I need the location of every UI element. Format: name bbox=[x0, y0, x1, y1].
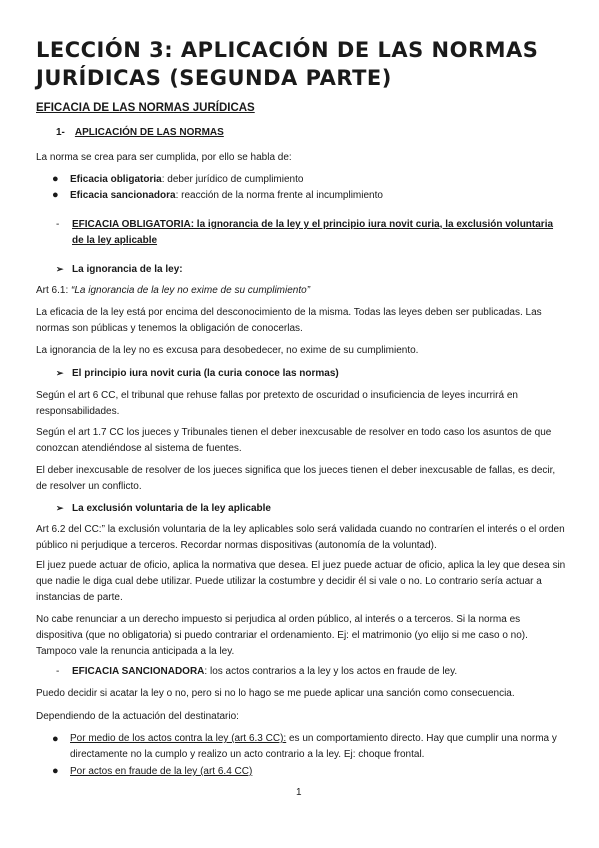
list-item bbox=[52, 731, 562, 763]
dash-marker: - bbox=[56, 666, 60, 677]
page-number: 1 bbox=[296, 787, 302, 798]
paragraph-art6: Según el art 6 CC, el tribunal que rehuse fallas por pretexto de oscuridad o insuficiencia de leyes incurrirá en responsabilidades. bbox=[36, 390, 518, 417]
subsection-heading bbox=[56, 127, 224, 138]
subsection-number: 1- bbox=[56, 127, 65, 138]
paragraph-art61 bbox=[36, 283, 566, 299]
dash-heading-text: : los actos contrarios a la ley y los actos en fraude de ley. bbox=[204, 666, 458, 677]
paragraph-art17: Según el art 1.7 CC los jueces y Tribunales tienen el deber inexcusable de resolver en todo caso los asuntos de que conozcan atendiéndose al sistema de fuentes. bbox=[36, 427, 552, 454]
article-ref: Art 6.1: bbox=[36, 285, 72, 296]
bullet-icon: ● bbox=[52, 733, 59, 745]
list-item-text: : reacción de la norma frente al incumplimiento bbox=[175, 190, 383, 201]
bullet-icon: ● bbox=[52, 765, 59, 777]
subsection-label: APLICACIÓN DE LAS NORMAS bbox=[74, 127, 224, 138]
paragraph-acatar: Puedo decidir si acatar la ley o no, pero si no lo hago se me puede aplicar una sanción como consecuencia. bbox=[36, 688, 515, 699]
paragraph-excusa: La ignorancia de la ley no es excusa para desobedecer, no exime de su cumplimiento. bbox=[36, 345, 419, 356]
arrow-icon: ➢ bbox=[56, 368, 64, 378]
list-item-text: es un comportamiento directo. Hay que cumplir una norma y directamente no la cumplo y realizo un acto contrario a la ley. Ej: choque frontal. bbox=[70, 733, 557, 760]
dash-heading-text: EFICACIA OBLIGATORIA: la ignorancia de la ley y el principio iura novit curia, la exclusión voluntaria de la ley aplicable bbox=[72, 219, 554, 246]
dash-marker: - bbox=[56, 219, 60, 230]
list-item bbox=[52, 187, 562, 204]
section-heading: EFICACIA DE LAS NORMAS JURÍDICAS bbox=[36, 102, 255, 114]
paragraph-dependiendo: Dependiendo de la actuación del destinatario: bbox=[36, 711, 239, 722]
list-item-label: Por medio de los actos contra la ley (art 6.3 CC): bbox=[70, 733, 287, 744]
paragraph-eficacia: La eficacia de la ley está por encima del desconocimiento de la misma. Todas las leyes deben ser publicadas. Las normas son públicas y tenemos la obligación de conocerlas. bbox=[36, 307, 542, 334]
list-item bbox=[52, 171, 562, 188]
bullet-icon: ● bbox=[52, 173, 59, 185]
paragraph-juez: El juez puede actuar de oficio, aplica la normativa que desea. El juez puede actuar de oficio, aplica la ley que desea sin que nadie le diga cual debe utilizar. Puede utilizar la costumbre y decidir él si vale o no. Lo contrario sería actuar a instancias de parte. bbox=[36, 560, 566, 603]
arrow-heading-iura bbox=[56, 365, 339, 382]
arrow-heading-exclusion bbox=[56, 500, 271, 517]
dash-heading-sancionadora bbox=[56, 664, 556, 680]
list-item-label: Por actos en fraude de la ley (art 6.4 CC) bbox=[70, 766, 253, 777]
arrow-heading-ignorancia bbox=[56, 261, 183, 278]
page-title: LECCIÓN 3: APLICACIÓN DE LAS NORMAS JURÍDICAS (SEGUNDA PARTE) bbox=[36, 38, 539, 90]
list-item-label: Eficacia sancionadora bbox=[70, 190, 176, 201]
list-item-text: : deber jurídico de cumplimiento bbox=[161, 174, 304, 185]
list-item bbox=[52, 763, 562, 780]
paragraph-art62: Art 6.2 del CC:” la exclusión voluntaria de la ley aplicables solo será validada cuando no contraríen el interés o el orden público ni perjudique a terceros. Recordar normas dispositivas (autonomía de la voluntad). bbox=[36, 524, 565, 551]
arrow-icon: ➢ bbox=[56, 264, 64, 274]
arrow-heading-text: La ignorancia de la ley: bbox=[72, 264, 183, 275]
dash-heading-label: EFICACIA SANCIONADORA bbox=[72, 666, 205, 677]
arrow-heading-text: El principio iura novit curia (la curia conoce las normas) bbox=[72, 368, 339, 379]
dash-heading-obligatoria bbox=[56, 217, 556, 249]
paragraph-renunciar: No cabe renunciar a un derecho impuesto si perjudica al orden público, al interés o a terceros. Si la norma es dispositiva (que no obligatoria) si puedo contrariar el ordenamiento. Ej: el matrimonio (yo elijo si me caso o no). Tampoco vale la renuncia anticipada a la ley. bbox=[36, 614, 528, 657]
paragraph-deber: El deber inexcusable de resolver de los jueces significa que los jueces tienen el deber inexcusable de fallas, es decir, de resolver un conflicto. bbox=[36, 465, 556, 492]
arrow-heading-text: La exclusión voluntaria de la ley aplicable bbox=[72, 503, 271, 514]
arrow-icon: ➢ bbox=[56, 503, 64, 513]
article-quote: “La ignorancia de la ley no exime de su cumplimiento” bbox=[71, 285, 311, 296]
paragraph-intro: La norma se crea para ser cumplida, por ello se habla de: bbox=[36, 152, 292, 163]
bullet-icon: ● bbox=[52, 189, 59, 201]
list-item-label: Eficacia obligatoria bbox=[70, 174, 162, 185]
